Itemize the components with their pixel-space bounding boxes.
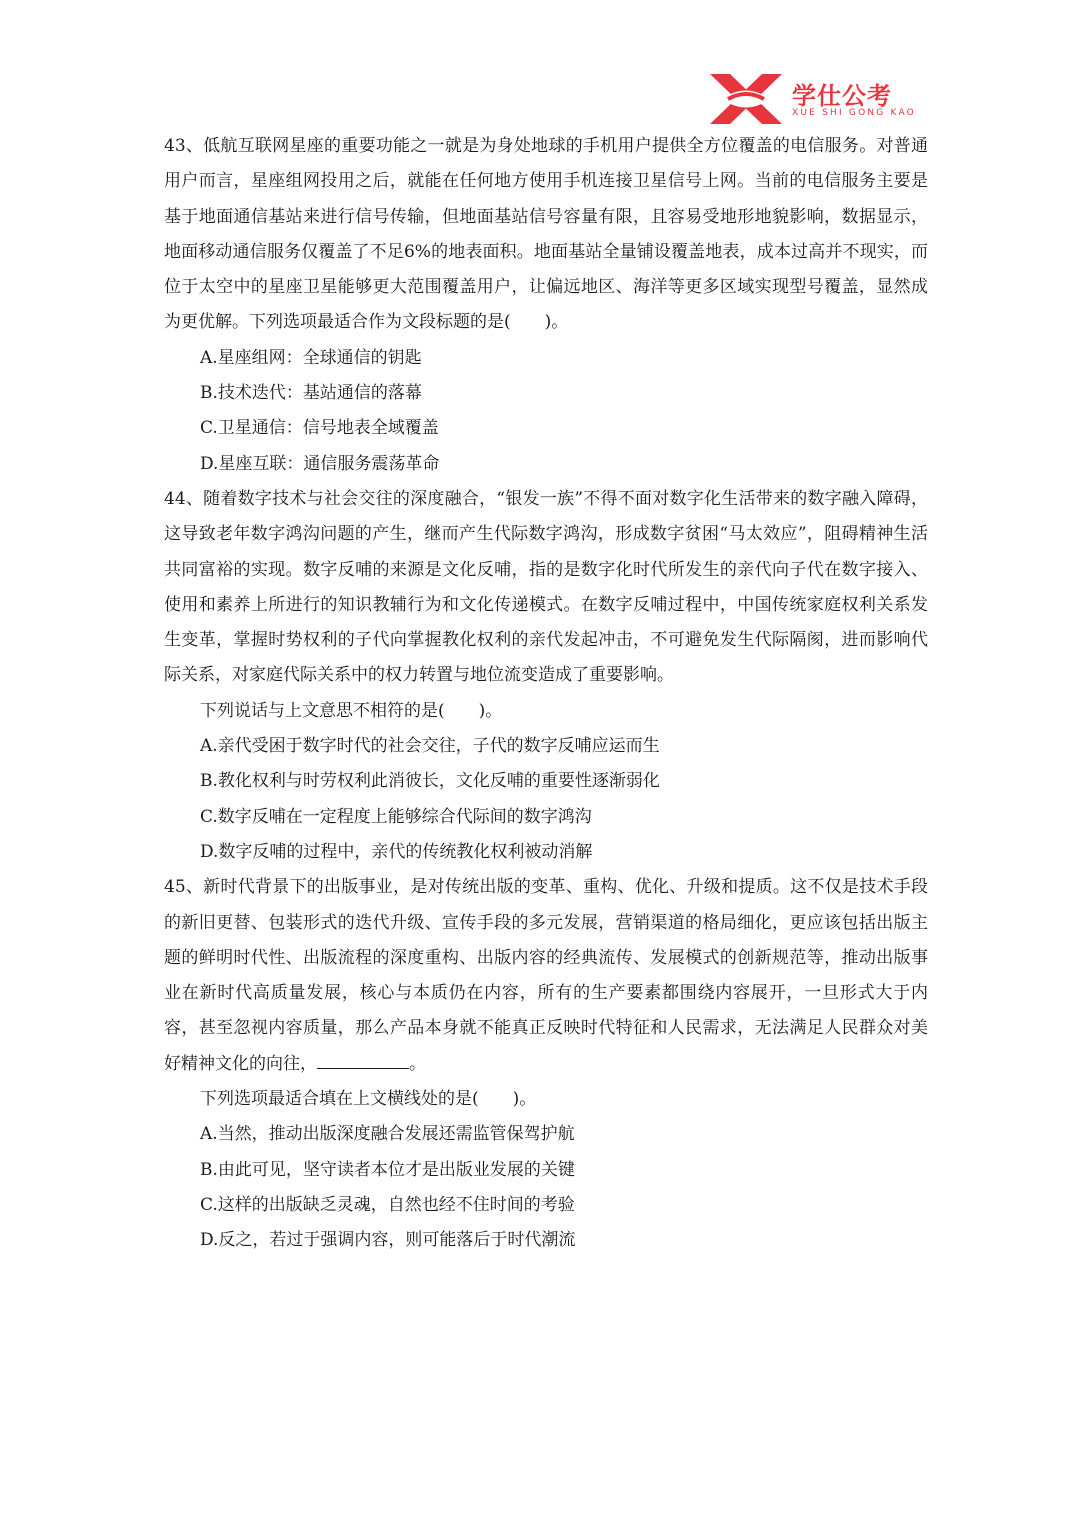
question-stem-text: 45、新时代背景下的出版事业，是对传统出版的变革、重构、优化、升级和提质。这不仅是技术手段的新旧更替、包装形式的迭代升级、宣传手段的多元发展，营销渠道的格局细化，更应该包括出版主题的鲜明时代性、出版流程的深度重构、出版内容的经典流传、发展模式的创新规范等，推动出版事业在新时代高质量发展，核心与本质仍在内容，所有的生产要素都围绕内容展开，一旦形式大于内容，甚至忽视内容质量，那么产品本身就不能真正反映时代特征和人民需求，无法满足人民群众对美好精神文化的向往， (164, 877, 928, 1074)
question-44 (164, 482, 928, 870)
question-list (164, 129, 928, 1259)
option-c: C.数字反哺在一定程度上能够综合代际间的数字鸿沟 (200, 806, 592, 827)
brand-name-en: XUE SHI GONG KAO (792, 108, 916, 118)
option-d: D.反之，若过于强调内容，则可能落后于时代潮流 (200, 1230, 576, 1251)
option-c: C.这样的出版缺乏灵魂，自然也经不住时间的考验 (200, 1194, 575, 1215)
fill-blank (317, 1050, 409, 1069)
question-stem-end: 。 (409, 1053, 426, 1074)
question-stem (164, 870, 928, 1082)
question-43 (164, 129, 928, 482)
question-stem: 44、随着数字技术与社会交往的深度融合，“银发一族”不得不面对数字化生活带来的数字融入障碍，这导致老年数字鸿沟问题的产生，继而产生代际数字鸿沟，形成数字贫困“马太效应”，阻碍精神生活共同富裕的实现。数字反哺的来源是文化反哺，指的是数字化时代所发生的亲代向子代在数字接入、使用和素养上所进行的知识教辅行为和文化传递模式。在数字反哺过程中，中国传统家庭权利关系发生变革，掌握时势权利的子代向掌握教化权利的亲代发起冲击，不可避免发生代际隔阂，进而影响代际关系，对家庭代际关系中的权力转置与地位流变造成了重要影响。 (164, 488, 928, 686)
question-stem: 43、低航互联网星座的重要功能之一就是为身处地球的手机用户提供全方位覆盖的电信服务。对普通用户而言，星座组网投用之后，就能在任何地方使用手机连接卫星信号上网。当前的电信服务主要是基于地面通信基站来进行信号传输，但地面基站信号容量有限，且容易受地形地貌影响，数据显示，地面移动通信服务仅覆盖了不足6%的地表面积。地面基站全量铺设覆盖地表，成本过高并不现实，而位于太空中的星座卫星能够更大范围覆盖用户，让偏远地区、海洋等更多区域实现型号覆盖，显然成为更优解。下列选项最适合作为文段标题的是( )。 (164, 136, 928, 333)
option-b: B.由此可见，坚守读者本位才是出版业发展的关键 (200, 1159, 575, 1180)
option-a: A.当然，推动出版深度融合发展还需监管保驾护航 (200, 1124, 575, 1145)
brand-logo (708, 74, 938, 130)
brand-x-logo-icon (708, 74, 784, 124)
question-instruction: 下列说话与上文意思不相符的是( )。 (200, 700, 503, 721)
option-d: D.数字反哺的过程中，亲代的传统教化权利被动消解 (200, 841, 593, 862)
brand-name-cn: 学仕公考 (792, 82, 892, 110)
option-a: A.亲代受困于数字时代的社会交往，子代的数字反哺应运而生 (200, 736, 660, 757)
option-d: D.星座互联：通信服务震荡革命 (200, 453, 440, 474)
option-b: B.教化权利与时劳权利此消彼长，文化反哺的重要性逐渐弱化 (200, 771, 660, 792)
option-c: C.卫星通信：信号地表全域覆盖 (200, 418, 439, 439)
question-45 (164, 870, 928, 1258)
option-a: A.星座组网：全球通信的钥匙 (200, 347, 422, 368)
option-b: B.技术迭代：基站通信的落幕 (200, 383, 422, 404)
question-instruction: 下列选项最适合填在上文横线处的是( )。 (200, 1089, 537, 1110)
